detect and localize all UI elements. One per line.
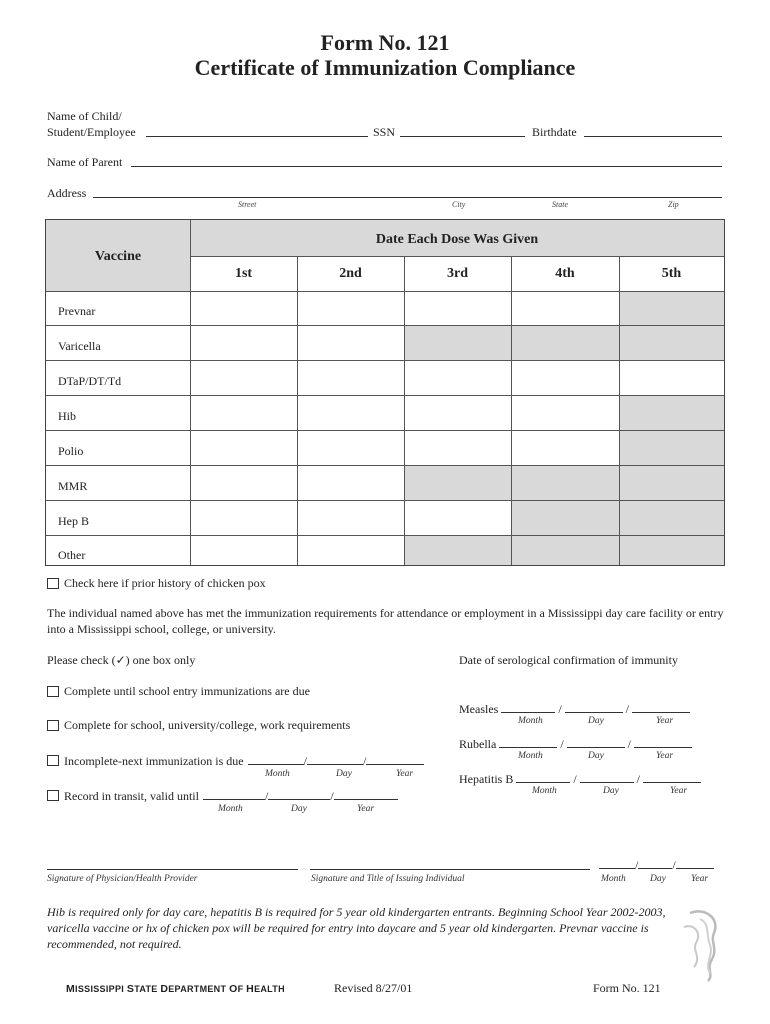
dose-col-4th: 4th: [555, 266, 575, 281]
transit-month-field[interactable]: [203, 788, 265, 800]
dose-column-header: Date Each Dose Was Given: [375, 232, 539, 247]
ssn-label: SSN: [373, 125, 396, 139]
transit-month-caption: Month: [218, 804, 243, 814]
vaccine-row-hib: Hib: [58, 409, 76, 423]
option1-checkbox[interactable]: [47, 686, 59, 697]
chickenpox-label: Check here if prior history of chicken pox: [64, 576, 266, 590]
physician-signature-caption: Signature of Physician/Health Provider: [47, 874, 198, 884]
parent-label: Name of Parent: [47, 155, 123, 169]
sig-year-field[interactable]: [676, 857, 714, 869]
measles-day-field[interactable]: [565, 701, 623, 713]
vaccine-row-hepb: Hep B: [58, 514, 89, 528]
vaccine-row-polio: Polio: [58, 444, 84, 458]
hepatitis-b-label: Hepatitis B: [459, 772, 514, 786]
address-street-caption: Street: [238, 200, 257, 209]
hib-5th-na: [619, 395, 724, 430]
measles-month-field[interactable]: [501, 701, 555, 713]
measles-year-field[interactable]: [632, 701, 690, 713]
other-3rd-5th-na: [404, 535, 724, 565]
transit-year-caption: Year: [357, 804, 375, 814]
rubella-row: Rubella / /: [459, 736, 692, 751]
hepb-month-field[interactable]: [516, 771, 570, 783]
form-title: Certificate of Immunization Compliance: [194, 55, 576, 80]
vaccine-row-dtap: DTaP/DT/Td: [58, 374, 122, 388]
revised-date: Revised 8/27/01: [334, 981, 413, 995]
rubella-day-caption: Day: [588, 751, 604, 761]
chickenpox-row: [47, 576, 266, 590]
mmr-3rd-5th-na: [404, 465, 724, 500]
issuer-signature-caption: Signature and Title of Issuing Individual: [311, 874, 465, 884]
sig-month-field[interactable]: [599, 857, 635, 869]
address-label: Address: [47, 186, 87, 200]
chickenpox-checkbox[interactable]: [47, 578, 59, 589]
hepb-day-caption: Day: [603, 786, 619, 796]
child-name-field[interactable]: [146, 136, 368, 137]
prevnar-5th-na: [619, 291, 724, 325]
next-due-day-caption: Day: [336, 769, 352, 779]
address-city-caption: City: [452, 200, 466, 209]
transit-year-field[interactable]: [334, 788, 398, 800]
vaccine-row-varicella: Varicella: [58, 339, 101, 353]
option2-label: Complete for school, university/college, work requirements: [64, 718, 351, 732]
signature-date-field: / /: [599, 857, 714, 872]
transit-day-caption: Day: [291, 804, 307, 814]
vaccine-row-mmr: MMR: [58, 479, 88, 493]
hepb-year-caption: Year: [670, 786, 688, 796]
department-name: MISSISSIPPI STATE DEPARTMENT OF HEALTH: [66, 983, 285, 995]
vaccine-row-other: Other: [58, 548, 86, 562]
hepatitis-b-row: Hepatitis B / /: [459, 771, 701, 786]
parent-name-field[interactable]: [131, 166, 722, 167]
sig-month-caption: Month: [601, 874, 626, 884]
next-due-year-caption: Year: [396, 769, 414, 779]
requirements-note: Hib is required only for day care, hepatitis B is required for 5 year old kindergarten entrants. Beginning School Year 2002-2003, varicella vaccine or hx of chicken pox will be required for entry into daycare and 5 year old kindergarten. Prevnar vaccine is recommended, not required.: [47, 905, 666, 951]
measles-label: Measles: [459, 702, 499, 716]
measles-month-caption: Month: [518, 716, 543, 726]
birthdate-field[interactable]: [584, 136, 722, 137]
dose-col-3rd: 3rd: [447, 266, 468, 281]
hepb-day-field[interactable]: [580, 771, 634, 783]
option2-checkbox[interactable]: [47, 720, 59, 731]
check-instruction: Please check (✓) one box only: [47, 653, 196, 667]
varicella-3rd-5th-na: [404, 325, 724, 360]
option-record-in-transit: Record in transit, valid until / /: [47, 788, 398, 803]
option1-label: Complete until school entry immunizations are due: [64, 684, 310, 698]
hepb-year-field[interactable]: [643, 771, 701, 783]
next-due-day-field[interactable]: [307, 753, 363, 765]
compliance-statement: The individual named above has met the immunization requirements for attendance or employment in a Mississippi day care facility or entry into a Mississippi school, college, or university.: [47, 606, 724, 636]
next-due-year-field[interactable]: [366, 753, 424, 765]
polio-5th-na: [619, 430, 724, 465]
sig-day-caption: Day: [650, 874, 666, 884]
state-seal-watermark: [680, 905, 726, 983]
transit-day-field[interactable]: [268, 788, 330, 800]
address-zip-caption: Zip: [668, 200, 679, 209]
physician-signature-line[interactable]: [47, 869, 298, 870]
next-due-month-field[interactable]: [248, 753, 304, 765]
option3-checkbox[interactable]: [47, 755, 59, 766]
vaccine-column-header: Vaccine: [94, 249, 142, 264]
address-state-caption: State: [552, 200, 568, 209]
rubella-month-caption: Month: [518, 751, 543, 761]
hepb-4th-5th-na: [511, 500, 724, 535]
option-incomplete: Incomplete-next immunization is due / /: [47, 753, 424, 768]
serology-title: Date of serological confirmation of immunity: [459, 653, 678, 667]
rubella-label: Rubella: [459, 737, 497, 751]
rubella-year-caption: Year: [656, 751, 674, 761]
sig-year-caption: Year: [691, 874, 709, 884]
option4-label: Record in transit, valid until: [64, 788, 199, 803]
option-complete-until-school: [47, 684, 310, 698]
name-label-line1: Name of Child/: [47, 109, 122, 123]
rubella-day-field[interactable]: [567, 736, 625, 748]
next-due-month-caption: Month: [265, 769, 290, 779]
measles-row: Measles / /: [459, 701, 690, 716]
hepb-month-caption: Month: [532, 786, 557, 796]
birthdate-label: Birthdate: [532, 125, 577, 139]
rubella-month-field[interactable]: [499, 736, 557, 748]
name-label-line2: Student/Employee: [47, 125, 136, 139]
dose-col-2nd: 2nd: [339, 266, 362, 281]
footer-form-number: Form No. 121: [593, 981, 661, 995]
sig-day-field[interactable]: [638, 857, 672, 869]
dose-col-1st: 1st: [234, 266, 253, 281]
option-complete-for-school: [47, 718, 350, 732]
rubella-year-field[interactable]: [634, 736, 692, 748]
vaccine-row-prevnar: Prevnar: [58, 304, 96, 318]
measles-year-caption: Year: [656, 716, 674, 726]
measles-day-caption: Day: [588, 716, 604, 726]
form-number-heading: Form No. 121: [320, 30, 450, 55]
address-field[interactable]: [93, 197, 722, 198]
option4-checkbox[interactable]: [47, 790, 59, 801]
ssn-field[interactable]: [400, 136, 525, 137]
immunization-table: [45, 219, 725, 566]
issuer-signature-line[interactable]: [310, 869, 590, 870]
dose-col-5th: 5th: [661, 266, 682, 281]
option3-label: Incomplete-next immunization is due: [64, 753, 244, 768]
